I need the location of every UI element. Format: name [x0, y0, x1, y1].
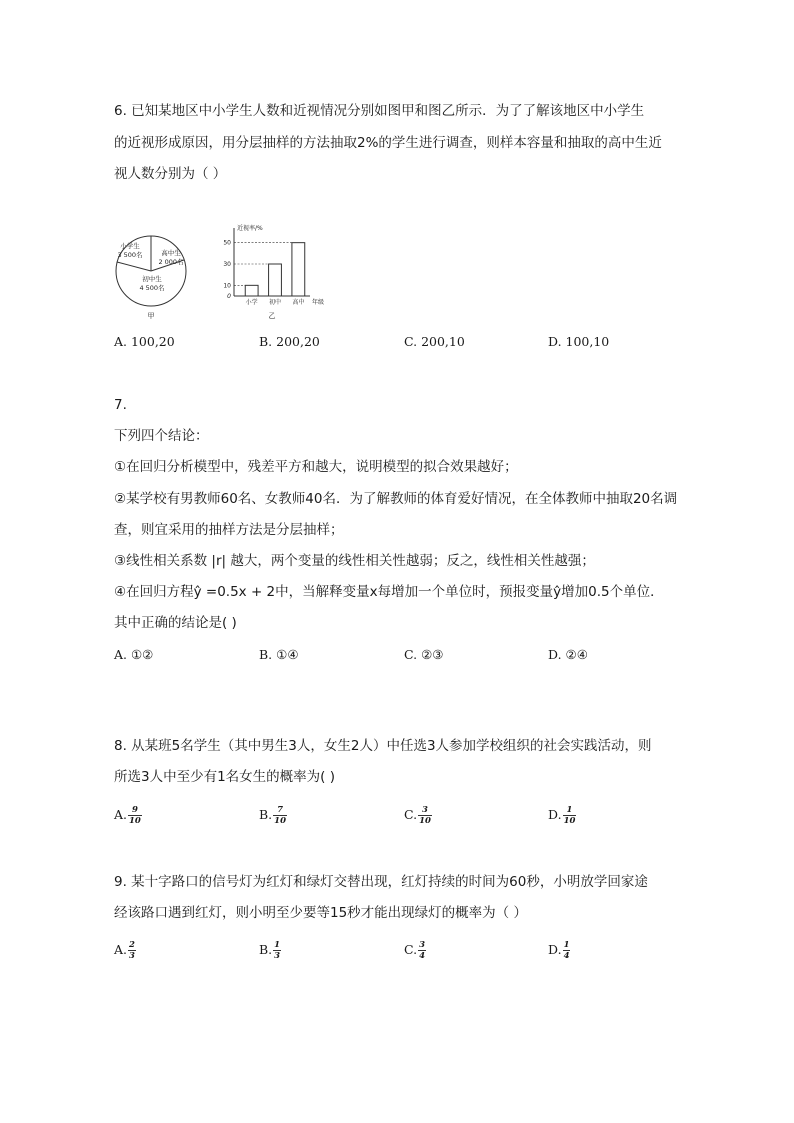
fraction — [128, 805, 142, 826]
denominator: 3 — [274, 951, 281, 961]
fraction — [273, 940, 281, 961]
bar-小学 — [245, 285, 258, 296]
pie-slice-value: 4 500名 — [139, 284, 165, 292]
numerator: 7 — [273, 805, 287, 816]
option-letter: C. — [404, 942, 418, 957]
option-letter: D. — [548, 807, 562, 822]
pie-slice-value: 3 500名 — [117, 251, 143, 259]
fraction — [128, 940, 136, 961]
numerator: 3 — [418, 805, 432, 816]
q6-text-line1: 6. 已知某地区中小学生人数和近视情况分别如图甲和图乙所示．为了了解该地区中小学生 — [114, 103, 645, 119]
q6-text-line2: 的近视形成原因，用分层抽样的方法抽取2%的学生进行调查，则样本容量和抽取的高中生近 — [114, 135, 662, 151]
denominator: 4 — [563, 951, 570, 961]
q7-statement-3: ③线性相关系数 |r| 越大，两个变量的线性相关性越弱；反之，线性相关性越强； — [114, 553, 595, 569]
q7-option-d[interactable]: D. ②④ — [548, 647, 588, 662]
denominator: 3 — [129, 951, 135, 961]
q7-statement-1: ①在回归分析模型中，残差平方和越大，说明模型的拟合效果越好； — [114, 459, 518, 475]
q8-option-a[interactable] — [114, 805, 142, 826]
option-letter: B. — [259, 942, 273, 957]
q8-option-c[interactable] — [404, 805, 432, 826]
pie-divider-3 — [117, 262, 151, 271]
y-tick-label: 0 — [227, 293, 231, 300]
q6-option-b[interactable]: B. 200,20 — [259, 334, 320, 349]
bar-chart-caption: 乙 — [268, 312, 276, 320]
option-letter: B. — [259, 807, 273, 822]
q8-text-line2: 所选3人中至少有1名女生的概率为( ) — [114, 769, 336, 785]
fraction — [563, 805, 577, 826]
fraction — [273, 805, 287, 826]
pie-chart-jia — [110, 222, 200, 322]
q9-option-a[interactable] — [114, 940, 136, 961]
q7-option-c[interactable]: C. ②③ — [404, 647, 444, 662]
y-tick-label: 30 — [223, 261, 231, 268]
pie-slice-label: 高中生 — [161, 249, 181, 257]
q6-option-c[interactable]: C. 200,10 — [404, 334, 465, 349]
q6-text-line3: 视人数分别为（ ） — [114, 166, 227, 182]
bar-初中 — [269, 264, 282, 296]
pie-caption: 甲 — [147, 312, 155, 320]
q7-statement-2b: 查，则宜采用的抽样方法是分层抽样； — [114, 522, 344, 538]
x-axis-label: 年级 — [312, 299, 325, 306]
fraction — [563, 940, 571, 961]
q8-text-line1: 8. 从某班5名学生（其中男生3人，女生2人）中任选3人参加学校组织的社会实践活动，则 — [114, 738, 652, 754]
numerator: 1 — [563, 805, 577, 816]
q7-statement-2a: ②某学校有男教师60名、女教师40名．为了解教师的体育爱好情况，在全体教师中抽取20名调 — [114, 491, 678, 507]
q7-statement-4: ④在回归方程ŷ =0.5x + 2中，当解释变量x每增加一个单位时，预报变量ŷ增加0.5个单位． — [114, 584, 664, 600]
q9-option-c[interactable] — [404, 940, 426, 961]
pie-slice-label: 初中生 — [142, 275, 162, 283]
pie-slice-label: 小学生 — [120, 242, 140, 250]
denominator: 10 — [274, 816, 287, 826]
bar-chart-yi — [220, 222, 340, 322]
q9-option-b[interactable] — [259, 940, 281, 961]
pie-slice-value: 2 000名 — [158, 258, 184, 266]
bar-高中 — [292, 243, 305, 296]
q7-number: 7. — [114, 397, 127, 413]
q9-text-line1: 9. 某十字路口的信号灯为红灯和绿灯交替出现，红灯持续的时间为60秒，小明放学回家途 — [114, 874, 648, 890]
option-letter: A. — [114, 807, 128, 822]
q9-option-d[interactable] — [548, 940, 570, 961]
q9-text-line2: 经该路口遇到红灯，则小明至少要等15秒才能出现绿灯的概率为（ ） — [114, 905, 527, 921]
numerator: 1 — [563, 940, 570, 950]
fraction — [418, 940, 426, 961]
denominator: 4 — [419, 951, 426, 961]
q6-option-d[interactable]: D. 100,10 — [548, 334, 610, 349]
numerator: 2 — [129, 940, 135, 950]
q6-option-a[interactable]: A. 100,20 — [114, 334, 175, 349]
denominator: 10 — [419, 816, 431, 826]
q8-option-b[interactable] — [259, 805, 287, 826]
option-letter: D. — [548, 942, 562, 957]
y-tick-label: 10 — [223, 282, 231, 290]
q7-option-b[interactable]: B. ①④ — [259, 647, 299, 662]
q8-option-d[interactable] — [548, 805, 576, 826]
denominator: 10 — [129, 816, 141, 826]
y-axis-label: 近视率/% — [237, 225, 263, 232]
x-tick-label: 初中 — [268, 299, 282, 306]
option-letter: A. — [114, 942, 128, 957]
q7-intro: 下列四个结论： — [114, 428, 209, 444]
q7-option-a[interactable]: A. ①② — [114, 647, 154, 662]
y-tick-label: 50 — [223, 239, 231, 247]
numerator: 3 — [419, 940, 426, 950]
q7-question: 其中正确的结论是( ) — [114, 615, 237, 631]
numerator: 1 — [274, 940, 281, 950]
x-tick-label: 小学 — [245, 299, 258, 306]
numerator: 9 — [128, 805, 142, 816]
denominator: 10 — [563, 816, 576, 826]
x-tick-label: 高中 — [292, 299, 305, 306]
option-letter: C. — [404, 807, 418, 822]
fraction — [418, 805, 432, 826]
